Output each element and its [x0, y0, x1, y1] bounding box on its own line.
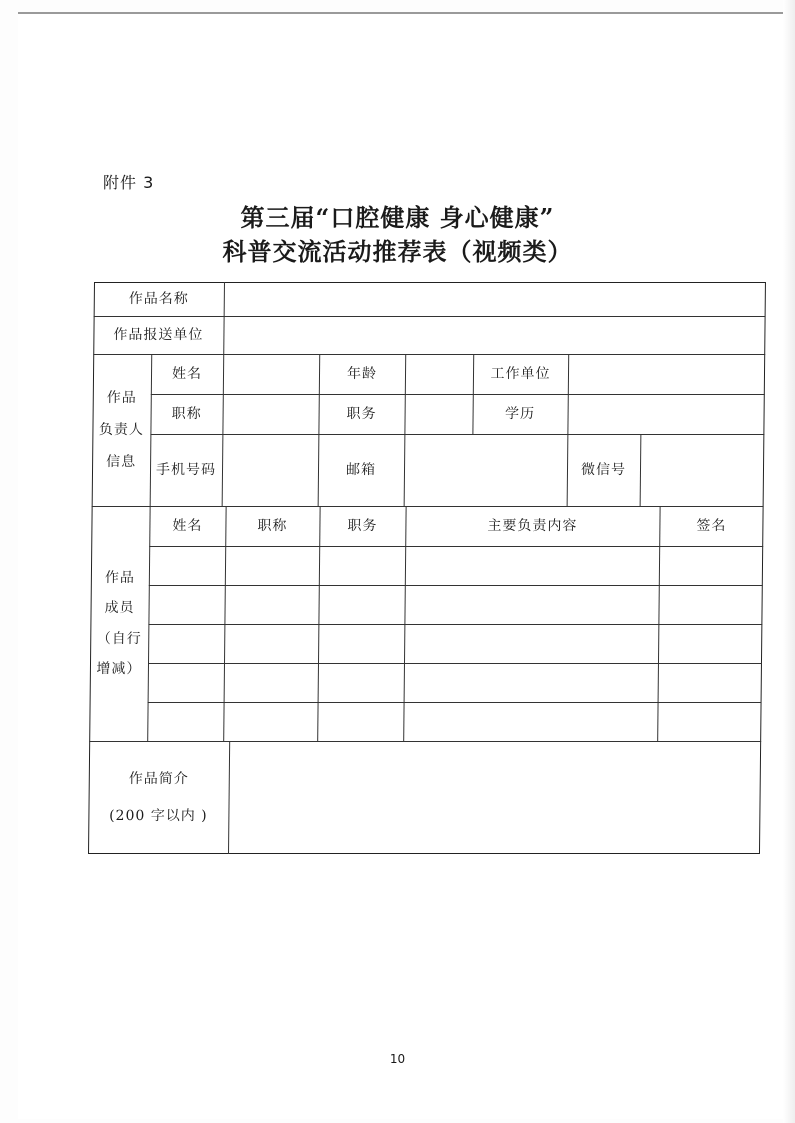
page-number: 10	[389, 1052, 406, 1066]
members-group-line: 增减）	[96, 660, 142, 677]
members-group-label	[89, 506, 149, 741]
work-name-field[interactable]	[224, 282, 766, 316]
recommendation-form	[88, 282, 766, 854]
members-group-line: （自行	[96, 630, 142, 647]
scan-edge	[783, 0, 795, 1123]
row-line	[148, 624, 762, 625]
leader-group-label	[92, 354, 152, 506]
members-group-line: 成员	[104, 600, 135, 617]
intro-field[interactable]	[228, 741, 761, 854]
leader-email-field[interactable]	[404, 434, 568, 506]
leader-name-label: 姓名	[171, 365, 203, 382]
members-col-signature: 签名	[696, 517, 727, 534]
leader-work-unit-label: 工作单位	[490, 365, 551, 382]
work-name-label: 作品名称	[128, 290, 189, 307]
leader-education-field[interactable]	[567, 394, 764, 434]
leader-work-unit-field[interactable]	[568, 354, 765, 394]
leader-age-field[interactable]	[405, 354, 473, 394]
members-col-title: 职称	[257, 517, 288, 534]
form-title-line1: 第三届“口腔健康 身心健康”	[240, 203, 555, 232]
leader-title-label: 职称	[171, 405, 202, 422]
attachment-label: 附件 3	[103, 173, 155, 192]
leader-wechat-field[interactable]	[640, 434, 765, 506]
form-title-line2: 科普交流活动推荐表（视频类）	[222, 237, 573, 266]
row-line	[149, 546, 763, 547]
leader-group-line: 作品	[106, 389, 137, 406]
members-col-responsibility: 主要负责内容	[487, 517, 578, 534]
leader-wechat-label: 微信号	[580, 461, 627, 478]
leader-age-label: 年龄	[346, 365, 378, 382]
leader-education-label: 学历	[505, 405, 536, 422]
members-col-position: 职务	[347, 517, 378, 534]
submitting-unit-label: 作品报送单位	[113, 326, 204, 343]
leader-position-field[interactable]	[404, 394, 472, 434]
leader-name-field[interactable]	[223, 354, 319, 394]
leader-group-line: 信息	[106, 454, 137, 471]
row-line	[148, 702, 762, 703]
intro-limit-text: (200 字以内 )	[109, 807, 208, 824]
leader-phone-label: 手机号码	[155, 461, 217, 478]
row-line	[149, 585, 763, 586]
members-group-line: 作品	[104, 570, 135, 587]
leader-group-line: 负责人	[98, 421, 145, 438]
leader-email-label: 邮箱	[345, 461, 377, 478]
leader-phone-field[interactable]	[222, 434, 319, 506]
intro-label	[88, 741, 229, 854]
members-col-name: 姓名	[172, 517, 203, 534]
row-line	[148, 663, 762, 664]
intro-label-text: 作品简介	[128, 771, 189, 788]
leader-position-label: 职务	[346, 405, 377, 422]
submitting-unit-field[interactable]	[223, 316, 765, 354]
leader-title-field[interactable]	[222, 394, 318, 434]
